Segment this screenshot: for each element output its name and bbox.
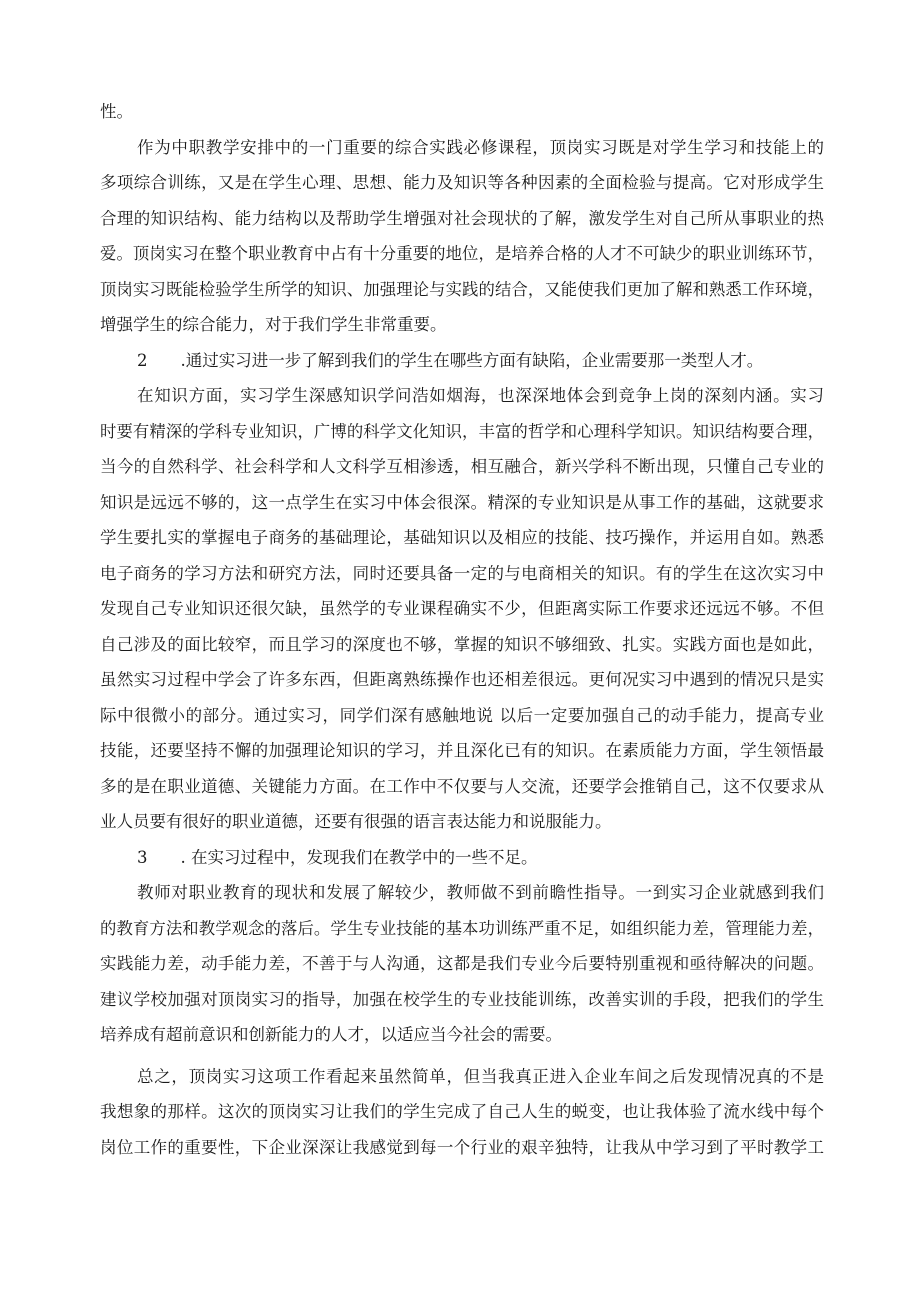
text-line: 岗位工作的重要性，下企业深深让我感觉到每一个行业的艰辛独特，让我从中学习到了平时教学工 xyxy=(100,1137,824,1157)
text-line: 顶岗实习既能检验学生所学的知识、加强理论与实践的结合，又能使我们更加了解和熟悉工作环境， xyxy=(100,279,824,299)
text-line: 业人员要有很好的职业道德，还要有很强的语言表达能力和说服能力。 xyxy=(100,812,612,831)
text-line: 多项综合训练，又是在学生心理、思想、能力及知识等各种因素的全面检验与提高。它对形成学生 xyxy=(100,173,824,192)
text-line: 电子商务的学习方法和研究方法，同时还要具备一定的与电商相关的知识。有的学生在这次实习中 xyxy=(100,563,824,583)
text-line: 作为中职教学安排中的一门重要的综合实践必修课程，顶岗实习既是对学生学习和技能上的 xyxy=(137,137,824,157)
text-line: 发现自己专业知识还很欠缺，虽然学的专业课程确实不少，但距离实际工作要求还远远不够。不但 xyxy=(100,599,824,618)
text-line: 增强学生的综合能力，对于我们学生非常重要。 xyxy=(100,315,447,334)
text-line: 我想象的那样。这次的顶岗实习让我们的学生完成了自己人生的蜕变，也让我体验了流水线中每个 xyxy=(100,1102,824,1121)
text-line: 建议学校加强对顶岗实习的指导，加强在校学生的专业技能训练，改善实训的手段，把我们的学生 xyxy=(100,989,824,1009)
text-line: 总之，顶岗实习这项工作看起来虽然简单，但当我真正进入企业车间之后发现情况真的不是 xyxy=(137,1066,824,1086)
text-line: 培养成有超前意识和创新能力的人才，以适应当今社会的需要。 xyxy=(100,1025,562,1044)
text-line: 性。 xyxy=(100,102,133,121)
text-line: 虽然实习过程中学会了许多东西，但距离熟练操作也还相差很远。更何况实习中遇到的情况只是实 xyxy=(100,670,824,689)
text-line: 知识是远远不够的，这一点学生在实习中体会很深。精深的专业知识是从事工作的基础，这就要求 xyxy=(100,492,824,512)
text-line: 技能，还要坚持不懈的加强理论知识的学习，并且深化已有的知识。在素质能力方面，学生领悟最 xyxy=(100,741,824,760)
text-line: 际中很微小的部分。通过实习，同学们深有感触地说 以后一定要加强自己的动手能力，提高专业 xyxy=(100,705,824,725)
section-heading: 3 . 在实习过程中，发现我们在教学中的一些不足。 xyxy=(137,847,538,867)
text-line: 教师对职业教育的现状和发展了解较少，教师做不到前瞻性指导。一到实习企业就感到我们 xyxy=(137,883,824,902)
section-heading: 2 .通过实习进一步了解到我们的学生在哪些方面有缺陷，企业需要那一类型人才。 xyxy=(137,350,764,370)
text-line: 多的是在职业道德、关键能力方面。在工作中不仅要与人交流，还要学会推销自己，这不仅要求从 xyxy=(100,776,824,796)
text-line: 爱。顶岗实习在整个职业教育中占有十分重要的地位，是培养合格的人才不可缺少的职业训练环节， xyxy=(100,244,824,263)
text-line: 时要有精深的学科专业知识，广博的科学文化知识，丰富的哲学和心理科学知识。知识结构要合理， xyxy=(100,421,824,441)
text-line: 的教育方法和教学观念的落后。学生专业技能的基本功训练严重不足，如组织能力差，管理能力差， xyxy=(100,918,824,938)
text-line: 当今的自然科学、社会科学和人文科学互相渗透，相互融合，新兴学科不断出现，只懂自己专业的 xyxy=(100,457,824,476)
text-line: 合理的知识结构、能力结构以及帮助学生增强对社会现状的了解，激发学生对自己所从事职业的热 xyxy=(100,208,824,228)
text-line: 学生要扎实的掌握电子商务的基础理论，基础知识以及相应的技能、技巧操作，并运用自如。熟悉 xyxy=(100,528,824,547)
text-line: 自己涉及的面比较窄，而且学习的深度也不够，掌握的知识不够细致、扎实。实践方面也是如此， xyxy=(100,634,824,654)
text-line: 实践能力差，动手能力差，不善于与人沟通，这都是我们专业今后要特别重视和亟待解决的问题。 xyxy=(100,954,824,973)
document-body xyxy=(100,94,824,1165)
text-line: 在知识方面，实习学生深感知识学问浩如烟海，也深深地体会到竞争上岗的深刻内涵。实习 xyxy=(137,386,824,405)
